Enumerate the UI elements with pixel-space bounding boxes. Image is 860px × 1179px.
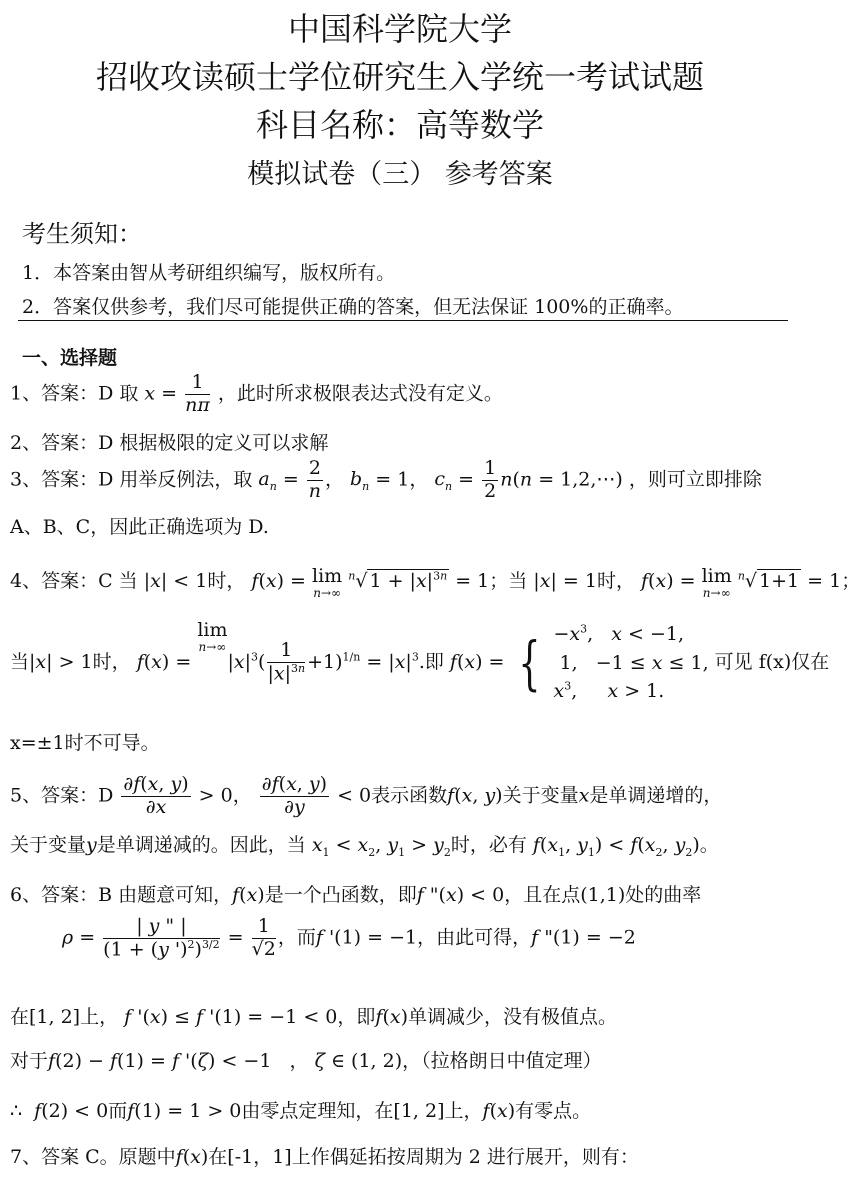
paper-title: 模拟试卷（三） 参考答案: [247, 159, 553, 190]
answer-4-mid3: 时，: [596, 570, 635, 592]
answer-1-fraction: $\frac{1}{n\pi}$: [185, 371, 210, 416]
answer-4-see: 可见 f(x)仅在: [714, 650, 830, 673]
answer-4-ji: .即: [418, 650, 444, 673]
answer-6-t3: 处的曲率: [625, 884, 702, 906]
answer-5-line-1: 5、答案：D $\frac{\partial f(x, y)}{\partial x}$ > 0， $\frac{\partial f(x, y)}{\partial y}$ < 0表示函数f(x, y)关于变量x是单调递增的，: [10, 773, 723, 818]
answer-6-l3c: ，即: [337, 1006, 376, 1028]
answer-6-l4b: ，（拉格朗日中值定理）: [402, 1050, 602, 1072]
answer-4-mid1: 时，: [207, 570, 246, 592]
exam-title: 招收攻读硕士学位研究生入学统一考试试题: [95, 58, 704, 96]
answer-5-line2b: 是单调递减的。因此，当: [96, 834, 306, 856]
answer-3-lead: 3、答案：D 用举反例法，取: [10, 468, 253, 491]
answer-3-cont: A、B、C，因此正确选项为 D.: [10, 516, 269, 538]
answer-6-l5d: 上，: [444, 1100, 483, 1122]
answer-4-line-2: 当|x| > 1时， f(x) = lim n→∞ $|x|^3$( $\frac{1}{|x|^{3n}}$ $+1)^{1/n} = |x|^3$.即 f(x) = { $-x^3$, x < −1, 1, −1 ≤ x ≤ 1, $x^3$, x > 1. 可见 f(x)仅在: [10, 620, 829, 706]
section-heading: 一、选择题: [22, 347, 118, 369]
notice-item-2: 2．答案仅供参考，我们尽可能提供正确的答案，但无法保证 100%的正确率。: [22, 296, 684, 318]
answer-4-line-1: 4、答案：C 当 |x| < 1时， f(x) = lim n→∞ $^n$√ $1 + |x|^{3n} = 1$；当 |x| = 1时， f(x) = lim n→∞ $^n$√ 1+1 = 1；: [10, 565, 860, 600]
answer-5-text2: 关于变量: [502, 784, 579, 807]
answer-6-line-3: 在[1, 2]上， f '(x) ≤ f '(1) = −1 < 0，即f(x)单调减少，没有极值点。: [10, 1006, 618, 1028]
answer-3-tail: ，则可立即排除: [628, 468, 762, 491]
answer-6-l4a: 对于: [10, 1050, 49, 1072]
answer-6-line-2: ρ = $\frac{| y " |}{(1 + (y ')^2)^{3/2}}$ = $\frac{1}{√2}$ ，而f '(1) = −1，由此可得，f "(1) = −2: [62, 915, 636, 961]
answer-6-line-4: 对于f(2) − f(1) = f '(ζ) < −1 ， ζ ∈ (1, 2)，（拉格朗日中值定理）: [10, 1050, 602, 1072]
answer-6-l5c: 由零点定理知，在: [241, 1100, 394, 1122]
school-title: 中国科学院大学: [287, 10, 512, 48]
answer-6-l3d: 单调减少，没有极值点。: [408, 1006, 618, 1028]
answer-1: 1、答案：D 取 x = $\frac{1}{n\pi}$ ，此时所求极限表达式没有定义。: [10, 371, 503, 416]
answer-4-end: x=±1时不可导。: [10, 732, 160, 754]
answer-1-tail: ，此时所求极限表达式没有定义。: [217, 382, 503, 405]
answer-6-l5e: 有零点。: [515, 1100, 592, 1122]
subject-title: 科目名称：高等数学: [255, 106, 544, 144]
left-brace-icon: {: [517, 628, 541, 697]
answer-2: 2、答案：D 根据极限的定义可以求解: [10, 432, 329, 454]
answer-6-t2: ，且在点: [504, 884, 581, 906]
answer-7-lead: 7、答案 C。原题中: [10, 1146, 176, 1168]
answer-5-line-2: 关于变量y是单调递减的。因此，当 $x_1 < x_2$, $y_1 > y_2$时，必有 $f(x_1$, $y_1) < f(x_2$, $y_2$)。: [10, 834, 719, 859]
answer-6-line-1: 6、答案：B 由题意可知，f(x)是一个凸函数，即f "(x) < 0，且在点(1,1)处的曲率: [10, 884, 702, 906]
answer-7-tail: 在[-1，1]上作偶延拓按周期为 2 进行展开，则有：: [208, 1146, 639, 1168]
answer-6-t4: ，而: [277, 926, 316, 949]
answer-4-mid2: ；当: [489, 570, 528, 592]
answer-6-lead: 6、答案：B 由题意可知，: [10, 884, 233, 906]
answer-5-line2d: 。: [699, 834, 719, 856]
answer-4-mid4: 时，: [92, 650, 131, 673]
answer-5-text3: 是单调递增的，: [589, 784, 723, 807]
answer-5-line2a: 关于变量: [10, 834, 87, 856]
answer-6-l3a: 在: [10, 1006, 30, 1028]
divider: [18, 320, 788, 321]
answer-6-t5: ，由此可得，: [417, 926, 532, 949]
answer-7: 7、答案 C。原题中f(x)在[-1，1]上作偶延拓按周期为 2 进行展开，则有：: [10, 1146, 639, 1168]
answer-4-lead: 4、答案：C 当: [10, 570, 138, 592]
answer-6-l5b: 而: [108, 1100, 128, 1122]
answer-5-line2c: 时，必有: [450, 834, 527, 856]
piecewise-cases: $-x^3$, x < −1, 1, −1 ≤ x ≤ 1, $x^3$, x > 1.: [553, 622, 709, 702]
answer-4-lead2: 当: [10, 650, 30, 673]
answer-5-lead: 5、答案：D: [10, 784, 114, 807]
answer-3: 3、答案：D 用举反例法，取 $a_n$ = $\frac{2}{n}$ ， $b_n = 1$， $c_n$ = $\frac{1}{2}$ n(n = 1,2,⋯) ，则可立即排除: [10, 457, 762, 502]
answer-1-lead: 1、答案：D 取: [10, 382, 139, 405]
notice-item-1: 1．本答案由智从考研组织编写，版权所有。: [22, 262, 396, 284]
notice-title: 考生须知：: [22, 220, 142, 248]
answer-6-l3b: 上，: [80, 1006, 119, 1028]
answer-6-line-5: ∴ f(2) < 0而f(1) = 1 > 0由零点定理知，在[1, 2]上，f(x)有零点。: [10, 1100, 592, 1122]
answer-5-text1: 表示函数: [371, 784, 448, 807]
answer-6-t1: 是一个凸函数，即: [264, 884, 417, 906]
